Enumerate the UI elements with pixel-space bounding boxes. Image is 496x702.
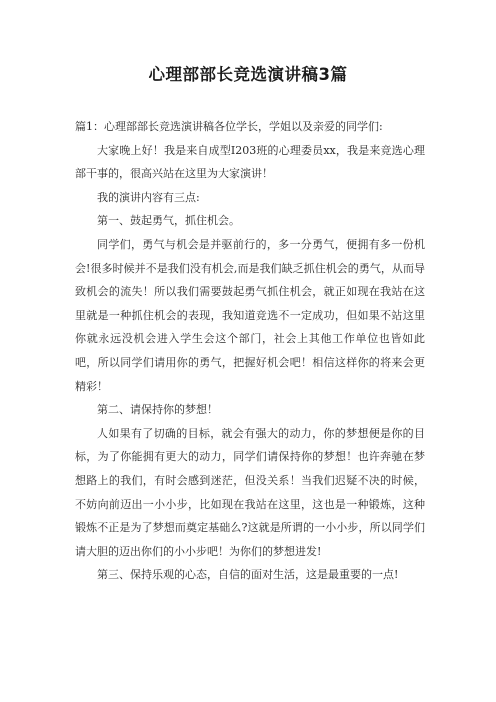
body-paragraph: 大家晚上好！我是来自成型I203班的心理委员xx，我是来竞选心理部干事的，很高兴站在这里为大家演讲！ [75, 143, 425, 181]
body-paragraph: 篇1：心理部部长竞选演讲稿各位学长，学姐以及亲爱的同学们: [75, 120, 383, 133]
body-paragraph: 第三、保持乐观的心态，自信的面对生活，这是最重要的一点! [97, 568, 399, 582]
document-body [75, 115, 425, 587]
body-paragraph: 我的演讲内容有三点: [97, 190, 200, 204]
body-paragraph: 第一、鼓起勇气，抓住机会。 [97, 214, 240, 228]
body-paragraph: 同学们，勇气与机会是并驱前行的，多一分勇气，便拥有多一份机会!很多时候并不是我们没有机会,而是我们缺乏抓住机会的勇气，从而导致机会的流失！所以我们需要鼓起勇气抓住机会，就正如现在我站在这里就是一种抓住机会的表现，我知道竞选不一定成功，但如果不站这里你就永远没机会进入学生会这个部门，社会上其他工作单位也皆如此吧，所以同学们请用你的勇气，把握好机会吧！相信这样你的将来会更精彩！ [75, 237, 425, 393]
body-paragraph: 第二、请保持你的梦想！ [97, 403, 218, 417]
document-title: 心理部部长竞选演讲稿3篇 [148, 65, 348, 84]
body-paragraph: 人如果有了切确的目标，就会有强大的动力，你的梦想便是你的目标，为了你能拥有更大的动力，同学们请保持你的梦想！也许奔驰在梦想路上的我们，有时会感到迷茫，但没关系！当我们迟疑不决的时候，不妨向前迈出一小小步，比如现在我站在这里，这也是一种锻炼，这种锻炼不正是为了梦想而奠定基础么?这就是所谓的一小小步，所以同学们请大胆的迈出你们的小小步吧！为你们的梦想进发! [75, 426, 425, 558]
